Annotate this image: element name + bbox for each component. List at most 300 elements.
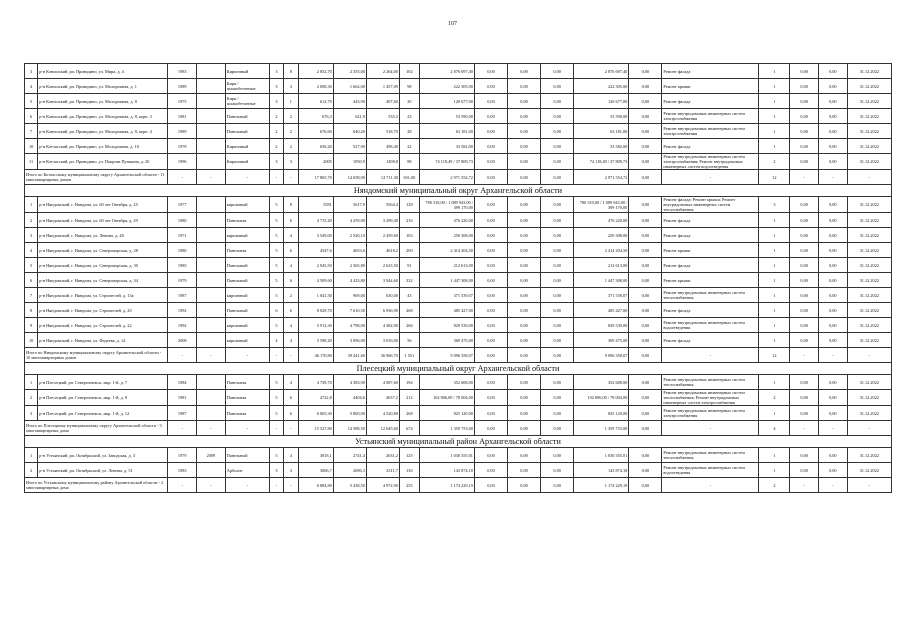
table-cell: 0,00 — [508, 421, 541, 436]
table-cell: 0,00 — [474, 79, 507, 94]
table-cell: 0,00 — [541, 288, 574, 303]
table-cell: 4 — [25, 79, 38, 94]
table-cell: - — [284, 478, 298, 493]
table-cell: 0,00 — [819, 79, 848, 94]
table-cell: Ремонт внутридомовых инженерных систем теплоснабжения — [662, 448, 759, 463]
table-cell: Итого по Котласскому муниципальному округу Архангельской области - 11 многоквартирных домов — [25, 170, 168, 185]
table-cell: Кирпичный — [225, 139, 269, 154]
table-cell: 0,00 — [474, 94, 507, 109]
table-cell: 8 — [25, 303, 38, 318]
table-cell: Кирп./ шлакобетонные — [225, 79, 269, 94]
table-cell: 216 — [399, 213, 419, 228]
table-cell: 268 — [399, 303, 419, 318]
table-cell: 88 — [399, 154, 419, 170]
table-cell: 2 — [25, 463, 38, 478]
table-cell: 2 945,50 — [298, 258, 333, 273]
table-cell: Панельный — [225, 109, 269, 124]
table-cell: 0,00 — [819, 406, 848, 421]
table-cell: 4 — [284, 228, 298, 243]
table-cell: 4653,6 — [333, 243, 366, 258]
table-cell: 829 539,00 — [574, 318, 629, 333]
table-cell: 194 — [399, 375, 419, 390]
table-cell: 4 — [759, 421, 790, 436]
table-cell: 4 — [284, 448, 298, 463]
table-cell: - — [819, 170, 848, 185]
table-cell: р-н Няндомский, г. Няндома, ул. Фадеева, д. 14 — [38, 333, 168, 348]
table-cell: Итого по Няндомскому муниципальному округу Архангельской области - 10 многоквартирных домов — [25, 348, 168, 363]
table-cell: 0,00 — [474, 213, 507, 228]
table-cell: 28 — [399, 124, 419, 139]
table-cell — [197, 139, 226, 154]
table-cell: 0,00 — [819, 64, 848, 79]
table-cell: - — [168, 348, 197, 363]
table-cell: 3 — [269, 64, 283, 79]
table-cell: 31.12.2022 — [847, 197, 891, 213]
table-cell: 266 — [399, 318, 419, 333]
table-cell: 53 590,00 — [574, 109, 629, 124]
table-cell: 0,00 — [474, 139, 507, 154]
table-cell: 31.12.2022 — [847, 390, 891, 406]
table-cell: 222 305,00 — [574, 79, 629, 94]
table-cell: 143 874,18 — [574, 463, 629, 478]
table-cell: р-н Устьянский, рп. Октябрьский, ул. Заводская, д. 3 — [38, 448, 168, 463]
table-cell — [197, 318, 226, 333]
table-cell: 7 — [25, 124, 38, 139]
table-cell: 0,00 — [508, 478, 541, 493]
table-cell: 0,00 — [819, 197, 848, 213]
table-cell: 1 — [759, 375, 790, 390]
table-cell: 36 966,70 — [366, 348, 399, 363]
table-cell: 4 — [284, 258, 298, 273]
table-cell: 674 — [399, 421, 419, 436]
table-cell: - — [197, 421, 226, 436]
table-cell: 0,00 — [819, 109, 848, 124]
table-cell: 0,00 — [790, 448, 819, 463]
table-cell: 8 029,70 — [298, 303, 333, 318]
table-cell: 0,00 — [819, 333, 848, 348]
table-cell: 31.12.2022 — [847, 375, 891, 390]
table-cell: 518,70 — [366, 124, 399, 139]
table-cell: 780 310,00 / 1 089 943,00 / 399 170,00 — [574, 197, 629, 213]
table-cell: 1 — [759, 139, 790, 154]
table-cell: 1987 — [168, 406, 197, 421]
table-cell: Итого по Плесецкому муниципальному округу Архангельской области - 3 многоквартирных дома — [25, 421, 168, 436]
section-heading-row — [25, 185, 892, 197]
table-cell: 4 — [25, 243, 38, 258]
table-cell: Ремонт внутридомовых инженерных систем теплоснабжения — [662, 288, 759, 303]
table-cell: 2 459,60 — [366, 228, 399, 243]
table-cell: 0,00 — [629, 421, 662, 436]
table-cell: 6 — [284, 273, 298, 288]
table-cell: 0,00 — [819, 390, 848, 406]
table-cell: 0,00 — [474, 448, 507, 463]
table-cell: 1 551 — [399, 348, 419, 363]
table-cell — [197, 463, 226, 478]
table-cell: 0,00 — [629, 213, 662, 228]
table-cell: 1989 — [168, 124, 197, 139]
table-cell: Панельная — [225, 390, 269, 406]
table-cell: 3 016,00 — [366, 333, 399, 348]
table-cell: 0,00 — [790, 243, 819, 258]
table-cell: Плесецкий муниципальный округ Архангельской области — [25, 363, 892, 375]
table-cell: 0,00 — [819, 463, 848, 478]
table-cell: 125 — [399, 448, 419, 463]
table-cell: Ремонт фасада — [662, 64, 759, 79]
table-cell: 2 414 204,50 — [419, 243, 474, 258]
table-cell: 1 — [25, 375, 38, 390]
table-cell: 2008 — [168, 333, 197, 348]
table-cell: 74 118,49 / 37 809,73 — [574, 154, 629, 170]
table-cell: 1 — [759, 213, 790, 228]
table-cell: 630,00 — [366, 288, 399, 303]
table-cell: 5 — [25, 94, 38, 109]
table-cell: 2 971 554,72 — [574, 170, 629, 185]
table-row — [25, 448, 892, 463]
table-cell — [197, 390, 226, 406]
table-cell — [197, 213, 226, 228]
table-cell: 12 — [759, 348, 790, 363]
table-cell: 31.12.2022 — [847, 124, 891, 139]
table-cell: 31.12.2022 — [847, 288, 891, 303]
table-cell: 1985 — [168, 258, 197, 273]
table-cell: 0,00 — [541, 406, 574, 421]
table-cell: 5 912,30 — [298, 318, 333, 333]
table-cell: 5 — [269, 406, 283, 421]
table-cell: 5 800,00 — [333, 406, 366, 421]
table-cell: 1 457,09 — [366, 79, 399, 94]
table-cell: - — [790, 478, 819, 493]
table-cell: 0,00 — [508, 333, 541, 348]
table-body — [25, 64, 892, 493]
table-cell: 39 441,60 — [333, 348, 366, 363]
table-row — [25, 94, 892, 109]
table-cell: кирпичный — [225, 288, 269, 303]
table-cell: Кирпичный — [225, 64, 269, 79]
table-cell: р-н Котласский, рп. Приводино, ул. Покрова Пушкина, д. 20 — [38, 154, 168, 170]
table-cell: - — [225, 421, 269, 436]
table-cell: 0,00 — [508, 228, 541, 243]
table-cell: 676,60 — [298, 124, 333, 139]
table-cell: 0,00 — [790, 318, 819, 333]
table-cell: 0,00 — [629, 79, 662, 94]
table-cell: 407,60 — [366, 94, 399, 109]
table-cell: 53 590,00 — [419, 109, 474, 124]
table-cell: - — [662, 348, 759, 363]
table-cell: 0,00 — [629, 463, 662, 478]
table-cell: 0,00 — [474, 258, 507, 273]
table-cell: 0,00 — [629, 390, 662, 406]
table-cell — [197, 333, 226, 348]
table-cell: 2741,4 — [333, 448, 366, 463]
table-cell: Ремонт фасада; Ремонт крыши; Ремонт внутридомовых инженерных систем теплоснабжения — [662, 197, 759, 213]
table-cell: 825 120,00 — [574, 406, 629, 421]
table-cell: 130 — [399, 463, 419, 478]
table-cell: 15 527,80 — [298, 421, 333, 436]
table-cell: 0,00 — [474, 288, 507, 303]
table-cell: 3066,7 — [298, 463, 333, 478]
table-cell: Ремонт фасада — [662, 333, 759, 348]
table-cell: Няндомский муниципальный округ Архангельской области — [25, 185, 892, 197]
table-cell — [197, 79, 226, 94]
table-cell: 3 — [284, 463, 298, 478]
table-cell: 9 096 358,07 — [419, 348, 474, 363]
table-cell: 5 — [269, 318, 283, 333]
table-cell: 103 — [399, 228, 419, 243]
table-cell: 31.12.2022 — [847, 463, 891, 478]
table-cell: 2 876 697,40 — [574, 64, 629, 79]
table-cell: 0,00 — [474, 109, 507, 124]
table-row — [25, 318, 892, 333]
table-cell: р-н Устьянский, рп. Октябрьский, ул. Ленина, д. 51 — [38, 463, 168, 478]
table-cell: 0,00 — [474, 228, 507, 243]
table-cell: 14 658,00 — [333, 170, 366, 185]
table-cell: 0,00 — [541, 213, 574, 228]
table-cell: 2 — [25, 213, 38, 228]
table-cell: 1 359 753,00 — [574, 421, 629, 436]
table-cell: 5 — [269, 258, 283, 273]
table-cell: - — [269, 348, 283, 363]
table-cell: р-н Няндомский, г. Няндома, ул. Североморская, д. 34 — [38, 273, 168, 288]
table-cell: 6 936,90 — [366, 303, 399, 318]
table-cell: 0,00 — [790, 124, 819, 139]
table-cell: 1498,8 — [366, 154, 399, 170]
table-cell: 1 — [759, 463, 790, 478]
table-cell: 0,00 — [541, 170, 574, 185]
table-cell: 6 — [284, 303, 298, 318]
table-cell: 2 852,70 — [298, 64, 333, 79]
table-cell: 4 715,20 — [298, 213, 333, 228]
table-cell: 0,00 — [819, 228, 848, 243]
table-cell: 31.12.2022 — [847, 273, 891, 288]
table-cell: 0,00 — [629, 64, 662, 79]
table-cell: Панельный — [225, 273, 269, 288]
table-cell: 0,00 — [474, 243, 507, 258]
table-cell: Ремонт фасада — [662, 139, 759, 154]
table-cell: 5617,9 — [333, 197, 366, 213]
table-cell: 0,00 — [629, 94, 662, 109]
table-row — [25, 197, 892, 213]
table-cell: 212 613,00 — [419, 258, 474, 273]
table-cell: 4722,8 — [298, 390, 333, 406]
table-cell: 0,00 — [629, 228, 662, 243]
table-row — [25, 109, 892, 124]
table-cell: 0,00 — [629, 375, 662, 390]
table-cell: - — [269, 170, 283, 185]
table-cell: 0,00 — [629, 243, 662, 258]
table-row — [25, 124, 892, 139]
table-cell: 0,00 — [629, 478, 662, 493]
table-cell: кирпичный — [225, 197, 269, 213]
table-cell: 4037,2 — [366, 390, 399, 406]
table-cell: 0,00 — [629, 109, 662, 124]
table-cell: 0,00 — [790, 258, 819, 273]
table-cell: 1978 — [168, 139, 197, 154]
table-cell: 1996 — [168, 154, 197, 170]
table-cell: 1977 — [168, 197, 197, 213]
table-cell: 0,00 — [474, 154, 507, 170]
table-cell: 0,00 — [541, 390, 574, 406]
table-cell: 102 — [399, 64, 419, 79]
table-cell: 0,00 — [508, 154, 541, 170]
table-cell: р-н Няндомский, г. Няндома, ул. 60 лет Октября, д. 25 — [38, 197, 168, 213]
table-cell: - — [847, 421, 891, 436]
table-cell: 0,00 — [541, 228, 574, 243]
table-cell: 0,00 — [474, 348, 507, 363]
table-cell: 0,00 — [541, 197, 574, 213]
table-cell: 2 — [759, 478, 790, 493]
table-cell: 1 — [759, 243, 790, 258]
table-cell: 3 — [269, 79, 283, 94]
table-cell: Ремонт внутридомовых инженерных систем теплоснабжения — [662, 375, 759, 390]
table-cell: 46 170,80 — [298, 348, 333, 363]
table-cell: 1 030 355,01 — [574, 448, 629, 463]
table-cell: 5 — [269, 273, 283, 288]
table-cell: Итого по Устьянскому муниципальному району Архангельской области - 2 многоквартирных дома — [25, 478, 168, 493]
table-cell: 1979 — [168, 273, 197, 288]
table-cell: 31.12.2022 — [847, 333, 891, 348]
table-cell: 11 — [25, 154, 38, 170]
table-cell: 0,00 — [508, 406, 541, 421]
table-cell: 212 — [399, 390, 419, 406]
table-cell: 31.12.2022 — [847, 258, 891, 273]
table-cell: 0,00 — [508, 170, 541, 185]
table-cell: р-н Няндомский, г. Няндома, ул. Строителей, д. 20 — [38, 303, 168, 318]
table-row — [25, 79, 892, 94]
table-cell: 829 539,00 — [419, 318, 474, 333]
table-cell: 0,00 — [508, 94, 541, 109]
table-cell — [197, 303, 226, 318]
table-cell: 6 884,80 — [298, 478, 333, 493]
table-cell: р-н Плесецкий, рп. Североонежск, мкр. 1-й, д. 8 — [38, 390, 168, 406]
table-cell: 1 — [759, 333, 790, 348]
table-cell: Ремонт фасада — [662, 258, 759, 273]
table-cell: р-н Коношский, рп. Приводино, ул. Молодежная, д. 8, корп. 4 — [38, 124, 168, 139]
section-heading-row — [25, 436, 892, 448]
table-cell: 0,00 — [629, 124, 662, 139]
table-cell: 0,00 — [819, 303, 848, 318]
table-cell: р-н Няндомский, г. Няндома, ул. 60 лет Октября, д. 29 — [38, 213, 168, 228]
table-cell: 640,20 — [333, 124, 366, 139]
table-cell: 780 310,00 / 1 089 943,00 / 399 170,00 — [419, 197, 474, 213]
table-cell: 0,00 — [474, 463, 507, 478]
table-cell: - — [284, 170, 298, 185]
table-cell: 120 677,00 — [419, 94, 474, 109]
table-cell: 128 — [399, 197, 419, 213]
table-cell: 1 — [284, 94, 298, 109]
table-cell: - — [197, 478, 226, 493]
table-cell: 222 305,00 — [419, 79, 474, 94]
table-cell: 268 — [399, 406, 419, 421]
table-cell: 1987 — [168, 288, 197, 303]
page-number: 107 — [448, 21, 457, 27]
table-cell: 651,00 — [399, 170, 419, 185]
table-cell: 2 264,00 — [366, 64, 399, 79]
table-cell: 0,00 — [629, 333, 662, 348]
table-cell: 0,00 — [508, 197, 541, 213]
table-cell: 1983 — [168, 463, 197, 478]
table-cell: 4 — [284, 318, 298, 333]
table-cell: 5 598,20 — [298, 333, 333, 348]
table-cell: 5 — [269, 375, 283, 390]
table-cell: Ремонт крыши — [662, 79, 759, 94]
table-cell: 31.12.2022 — [847, 406, 891, 421]
section-total-row — [25, 478, 892, 493]
table-cell: 476 220,00 — [574, 213, 629, 228]
table-cell: 3 — [25, 406, 38, 421]
table-cell: 31.12.2022 — [847, 154, 891, 170]
table-cell: 0,00 — [508, 213, 541, 228]
table-cell: 1 — [759, 318, 790, 333]
table-cell: 31.12.2022 — [847, 448, 891, 463]
table-cell: 535,3 — [366, 109, 399, 124]
table-cell: 74 118,49 / 37 809,73 — [419, 154, 474, 170]
table-cell: Ремонт фасада — [662, 228, 759, 243]
table-cell: 8 — [284, 64, 298, 79]
table-cell: 31.12.2022 — [847, 64, 891, 79]
table-cell: 0,00 — [508, 448, 541, 463]
table-cell: 212 613,00 — [574, 258, 629, 273]
table-cell: Ремонт внутридомовых инженерных систем теплоснабжения; Ремонт внутридомовых инженерных систем электроснабжения — [662, 390, 759, 406]
table-cell: Ремонт внутридомовых инженерных систем электроснабжения — [662, 406, 759, 421]
table-cell: 2311,7 — [366, 463, 399, 478]
table-cell: 7 610,50 — [333, 303, 366, 318]
table-cell — [197, 124, 226, 139]
table-cell: 621,9 — [333, 109, 366, 124]
table-cell: 3 — [269, 94, 283, 109]
table-cell: 0,00 — [790, 303, 819, 318]
table-cell: 0,00 — [474, 406, 507, 421]
table-cell: 5 — [269, 448, 283, 463]
table-cell: - — [847, 170, 891, 185]
table-cell: - — [197, 348, 226, 363]
table-cell: 1989 — [168, 79, 197, 94]
table-cell: 0,00 — [819, 258, 848, 273]
table-cell: 2631,2 — [366, 448, 399, 463]
table-cell: 0,00 — [629, 303, 662, 318]
table-cell: Ремонт внутридомовых инженерных систем водоотведения — [662, 318, 759, 333]
table-cell: Ремонт фасада — [662, 303, 759, 318]
table-cell: р-н Няндомский, г. Няндома, ул. Строителей, д. 13а — [38, 288, 168, 303]
table-row — [25, 64, 892, 79]
table-cell: 31.12.2022 — [847, 79, 891, 94]
table-cell: 0,00 — [541, 258, 574, 273]
table-cell: Ремонт фасада — [662, 94, 759, 109]
table-cell: 1 — [759, 79, 790, 94]
table-cell: Ремонт внутридомовых инженерных систем электроснабжения; Ремонт внутридомовых инженерных систем водоотведения — [662, 154, 759, 170]
table-cell: Панельный — [225, 303, 269, 318]
table-cell: 143 874,18 — [419, 463, 474, 478]
table-cell — [197, 375, 226, 390]
table-cell: 0,00 — [790, 390, 819, 406]
table-cell: 2 008,30 — [298, 79, 333, 94]
table-cell — [197, 64, 226, 79]
table-cell: 0,00 — [790, 197, 819, 213]
table-cell: 636,20 — [298, 139, 333, 154]
table-cell: 0,00 — [629, 288, 662, 303]
table-cell: 498,40 — [366, 139, 399, 154]
table-cell: 12 645,60 — [366, 421, 399, 436]
table-cell: р-н Плесецкий, рп. Североонежск, мкр. 1-й, д. 7 — [38, 375, 168, 390]
table-cell: - — [197, 170, 226, 185]
table-row — [25, 375, 892, 390]
table-cell: 2005 — [298, 154, 333, 170]
table-cell: 0,00 — [790, 406, 819, 421]
table-cell: 0,00 — [541, 375, 574, 390]
table-cell: Ремонт внутридомовых инженерных систем электроснабжения — [662, 124, 759, 139]
table-cell: 102 806,00 / 78 004,00 — [574, 390, 629, 406]
table-cell: - — [790, 170, 819, 185]
table-cell: - — [662, 170, 759, 185]
